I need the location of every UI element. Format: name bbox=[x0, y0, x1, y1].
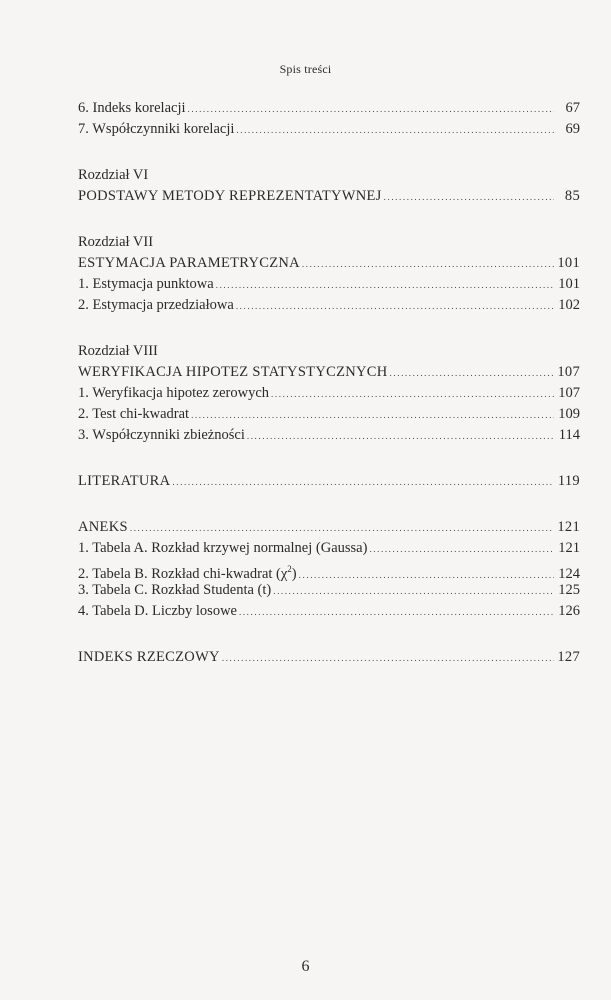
toc-entry-page: 67 bbox=[565, 100, 580, 116]
toc-entry bbox=[78, 601, 580, 622]
leader-dots bbox=[390, 363, 554, 384]
chapter-title: ESTYMACJA PARAMETRYCZNA bbox=[78, 255, 300, 271]
toc-entry-label: 4. Tabela D. Liczby losowe bbox=[78, 603, 237, 619]
leader-dots bbox=[191, 405, 554, 426]
toc-entry-label: 6. Indeks korelacji bbox=[78, 100, 186, 116]
chapter-label: Rozdział VII bbox=[78, 234, 154, 250]
toc-entry bbox=[78, 295, 580, 316]
toc-entry-page: 101 bbox=[558, 276, 580, 292]
toc-entry-label: 2. Estymacja przedziałowa bbox=[78, 297, 234, 313]
page-number: 6 bbox=[301, 958, 310, 975]
toc-entry-page: 102 bbox=[558, 297, 580, 313]
toc-entry-label: 1. Weryfikacja hipotez zerowych bbox=[78, 385, 270, 401]
toc-entry-page: 107 bbox=[557, 364, 580, 380]
toc-entry-page: 125 bbox=[558, 582, 580, 598]
chapter-label: Rozdział VI bbox=[78, 167, 149, 183]
toc-entry-label-text: 2. Tabela B. Rozkład chi-kwadrat (χ bbox=[78, 565, 288, 582]
chapter-title: INDEKS RZECZOWY bbox=[78, 649, 220, 665]
toc-entry-label: 3. Tabela C. Rozkład Studenta (t) bbox=[78, 582, 272, 598]
leader-dots bbox=[271, 384, 554, 405]
toc-entry-page: 107 bbox=[558, 385, 580, 401]
toc-entry-label: 1. Tabela A. Rozkład krzywej normalnej (Gaussa) bbox=[78, 540, 368, 556]
leader-dots bbox=[188, 99, 554, 120]
toc-entry-page: 121 bbox=[558, 540, 580, 556]
leader-dots bbox=[130, 518, 554, 539]
chapter-title-entry bbox=[78, 186, 580, 207]
superscript: 2 bbox=[287, 564, 292, 574]
chapter-title: LITERATURA bbox=[78, 473, 171, 489]
toc-entry-label: 3. Współczynniki zbieżności bbox=[78, 427, 245, 443]
leader-dots bbox=[236, 120, 554, 141]
leader-dots bbox=[273, 581, 554, 602]
toc-entry bbox=[78, 119, 580, 140]
chapter-title: ANEKS bbox=[78, 519, 128, 535]
leader-dots bbox=[172, 472, 554, 493]
indeks-entry bbox=[78, 647, 580, 668]
toc-entry-page: 114 bbox=[558, 427, 580, 443]
toc-entry bbox=[78, 559, 580, 580]
toc-entry-page: 121 bbox=[557, 519, 580, 535]
toc-entry-label: 1. Estymacja punktowa bbox=[78, 276, 214, 292]
chapter-title: WERYFIKACJA HIPOTEZ STATYSTYCZNYCH bbox=[78, 364, 388, 380]
toc-entry-label: 7. Współczynniki korelacji bbox=[78, 121, 235, 137]
toc-entry-label-closing: ) bbox=[291, 565, 297, 582]
toc-entry bbox=[78, 98, 580, 119]
toc-entry-page: 69 bbox=[565, 121, 580, 137]
leader-dots bbox=[384, 187, 554, 208]
toc-entry bbox=[78, 404, 580, 425]
toc-entry-page: 109 bbox=[558, 406, 580, 422]
toc-entry bbox=[78, 425, 580, 446]
leader-dots bbox=[369, 539, 554, 560]
toc-entry-page: 127 bbox=[557, 649, 580, 665]
aneks-entry bbox=[78, 517, 580, 538]
chapter-title: PODSTAWY METODY REPREZENTATYWNEJ bbox=[78, 188, 382, 204]
chapter-label: Rozdział VIII bbox=[78, 343, 158, 359]
table-of-contents bbox=[78, 98, 580, 668]
toc-entry bbox=[78, 274, 580, 295]
chapter-title-entry bbox=[78, 253, 580, 274]
chapter-title-entry bbox=[78, 362, 580, 383]
leader-dots bbox=[247, 426, 554, 447]
toc-entry-page: 126 bbox=[558, 603, 580, 619]
toc-entry-page: 85 bbox=[564, 188, 580, 204]
toc-entry-page: 101 bbox=[557, 255, 580, 271]
toc-entry-page: 119 bbox=[557, 473, 580, 489]
toc-entry bbox=[78, 383, 580, 404]
leader-dots bbox=[236, 296, 554, 317]
running-header: Spis treści bbox=[279, 62, 332, 76]
toc-entry-page: 124 bbox=[558, 565, 580, 582]
toc-entry bbox=[78, 580, 580, 601]
toc-entry bbox=[78, 538, 580, 559]
leader-dots bbox=[222, 648, 554, 669]
leader-dots bbox=[239, 602, 554, 623]
toc-entry-label: 2. Test chi-kwadrat bbox=[78, 406, 190, 422]
leader-dots bbox=[302, 254, 554, 275]
leader-dots bbox=[216, 275, 554, 296]
literatura-entry bbox=[78, 471, 580, 492]
